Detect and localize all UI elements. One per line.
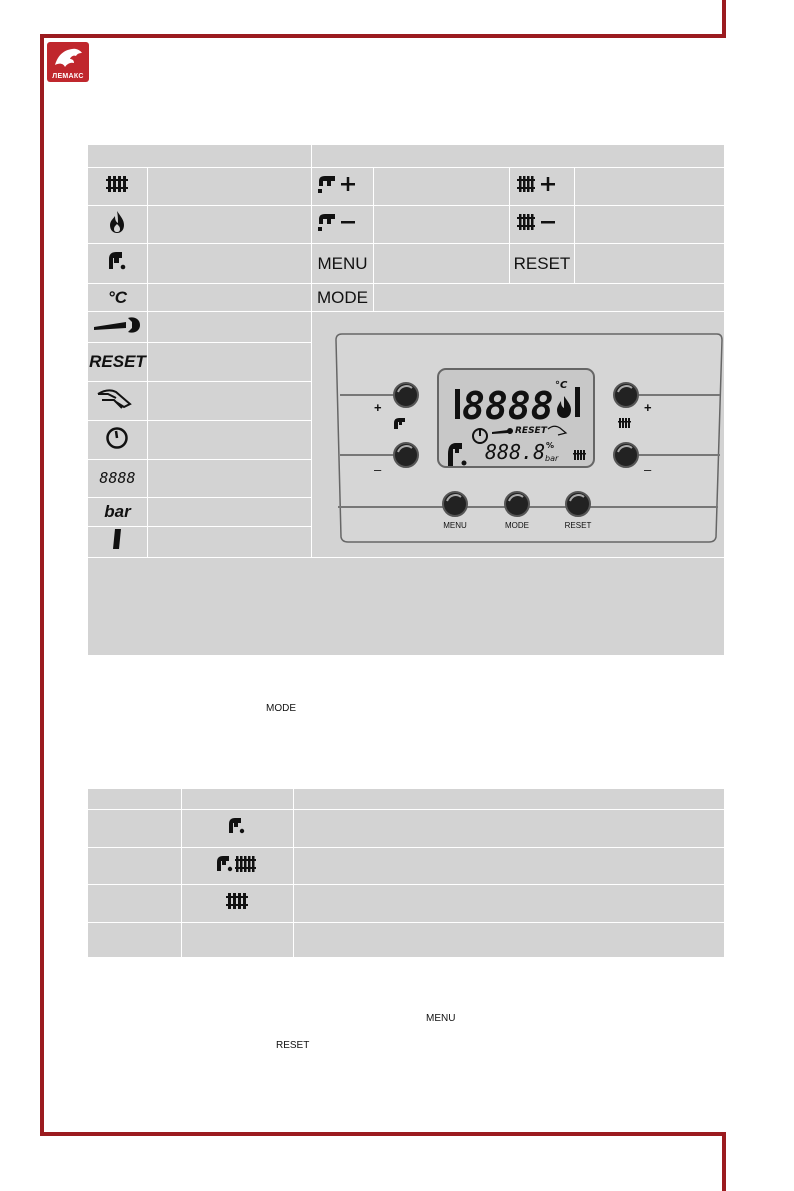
header-cell-left <box>88 145 312 168</box>
flame-icon <box>108 210 126 234</box>
cell-clock <box>88 421 148 459</box>
desc-cell <box>147 343 311 381</box>
wrench-icon <box>92 316 142 334</box>
mode-cell <box>88 810 182 848</box>
desc-cell <box>147 459 311 497</box>
lcd-unit-c: °C <box>555 380 568 391</box>
frame-right-bottom <box>722 1132 726 1191</box>
mode-cell <box>88 923 182 958</box>
desc-cell <box>293 885 724 923</box>
heat-plus-sign: + <box>644 400 652 415</box>
mode-cell <box>88 885 182 923</box>
desc-cell <box>147 498 311 526</box>
dhw-plus-sign: + <box>374 400 382 415</box>
reset-italic-label: RESET <box>89 352 146 372</box>
controls-table <box>87 144 725 656</box>
bar-label: bar <box>104 501 131 521</box>
desc-cell <box>147 381 311 420</box>
header-cell <box>293 789 724 810</box>
inline-menu-label: MENU <box>426 1013 456 1024</box>
cell-menu <box>312 244 374 284</box>
tap-radiator-icon <box>215 853 259 875</box>
desc-cell <box>574 168 724 206</box>
desc-cell <box>373 206 509 244</box>
brand-name: ЛЕМАКС <box>52 73 84 80</box>
tap-minus-icon <box>317 211 367 233</box>
desc-cell <box>293 923 724 958</box>
mode-button-label: MODE <box>505 521 529 530</box>
desc-cell <box>293 810 724 848</box>
header-cell-right <box>312 145 725 168</box>
cell-bar <box>88 498 148 526</box>
panther-icon <box>52 45 84 71</box>
reset-label: RESET <box>513 253 571 273</box>
lcd-small-digits: 888.8 <box>485 440 546 464</box>
desc-cell <box>147 244 311 284</box>
lcd-unit-bar: bar <box>545 454 559 463</box>
lcd-bar-left <box>455 389 460 419</box>
celsius-label: °C <box>107 287 128 307</box>
frame-bottom <box>40 1132 726 1136</box>
modes-table <box>87 788 725 958</box>
radiator-icon <box>106 173 128 195</box>
heat-minus-sign: – <box>644 462 652 477</box>
cell-dhw-plus <box>312 168 374 206</box>
desc-cell <box>147 168 311 206</box>
desc-cell <box>373 168 509 206</box>
notes-cell <box>88 558 725 656</box>
cell-tap-radiator <box>181 848 293 885</box>
lcd-reset-text: RESET <box>515 426 547 436</box>
frame-right-top <box>722 0 726 38</box>
desc-cell <box>147 206 311 244</box>
desc-cell <box>574 206 724 244</box>
cell-hand <box>88 381 148 420</box>
digits-label: 8888 <box>99 469 136 488</box>
cell-celsius <box>88 284 148 312</box>
header-cell <box>88 789 182 810</box>
panel-cell <box>312 312 725 558</box>
lcd-bar-right <box>575 387 580 417</box>
cell-segment <box>88 526 148 557</box>
cell-reset-italic <box>88 343 148 381</box>
desc-cell <box>147 421 311 459</box>
cell-digits <box>88 459 148 497</box>
cell-radiator <box>181 885 293 923</box>
desc-cell <box>574 244 724 284</box>
inline-mode-label: MODE <box>266 703 296 714</box>
radiator-icon <box>226 890 248 912</box>
cell-radiator <box>88 168 148 206</box>
mode-cell <box>88 848 182 885</box>
lcd-main-digits: 8888 <box>462 384 554 428</box>
mode-label: MODE <box>316 287 368 307</box>
clock-icon <box>105 426 129 450</box>
desc-cell <box>147 526 311 557</box>
tap-plus-icon <box>317 173 367 195</box>
frame-top <box>40 34 726 38</box>
inline-reset-label: RESET <box>276 1040 310 1051</box>
tap-icon <box>106 249 128 273</box>
cell-flame <box>88 206 148 244</box>
desc-cell <box>147 312 311 343</box>
cell-tap <box>181 810 293 848</box>
hand-icon <box>94 386 140 412</box>
desc-cell <box>373 244 509 284</box>
header-cell <box>181 789 293 810</box>
radiator-minus-icon <box>517 211 567 233</box>
segment-bar-icon <box>112 528 122 550</box>
cell-reset <box>509 244 574 284</box>
menu-button-label: MENU <box>443 521 467 530</box>
desc-cell <box>373 284 724 312</box>
cell-heat-plus <box>509 168 574 206</box>
lcd-unit-pct: % <box>546 441 555 450</box>
tap-icon <box>226 815 248 837</box>
icon-cell <box>181 923 293 958</box>
cell-mode <box>312 284 374 312</box>
dhw-minus-sign: – <box>374 462 382 477</box>
cell-tap <box>88 244 148 284</box>
cell-wrench <box>88 312 148 343</box>
cell-dhw-minus <box>312 206 374 244</box>
desc-cell <box>147 284 311 312</box>
brand-logo <box>47 42 89 82</box>
radiator-plus-icon <box>517 173 567 195</box>
cell-heat-minus <box>509 206 574 244</box>
desc-cell <box>293 848 724 885</box>
reset-button-label: RESET <box>564 521 592 530</box>
frame-left <box>40 34 44 1136</box>
menu-label: MENU <box>317 253 368 273</box>
control-panel <box>312 312 723 557</box>
